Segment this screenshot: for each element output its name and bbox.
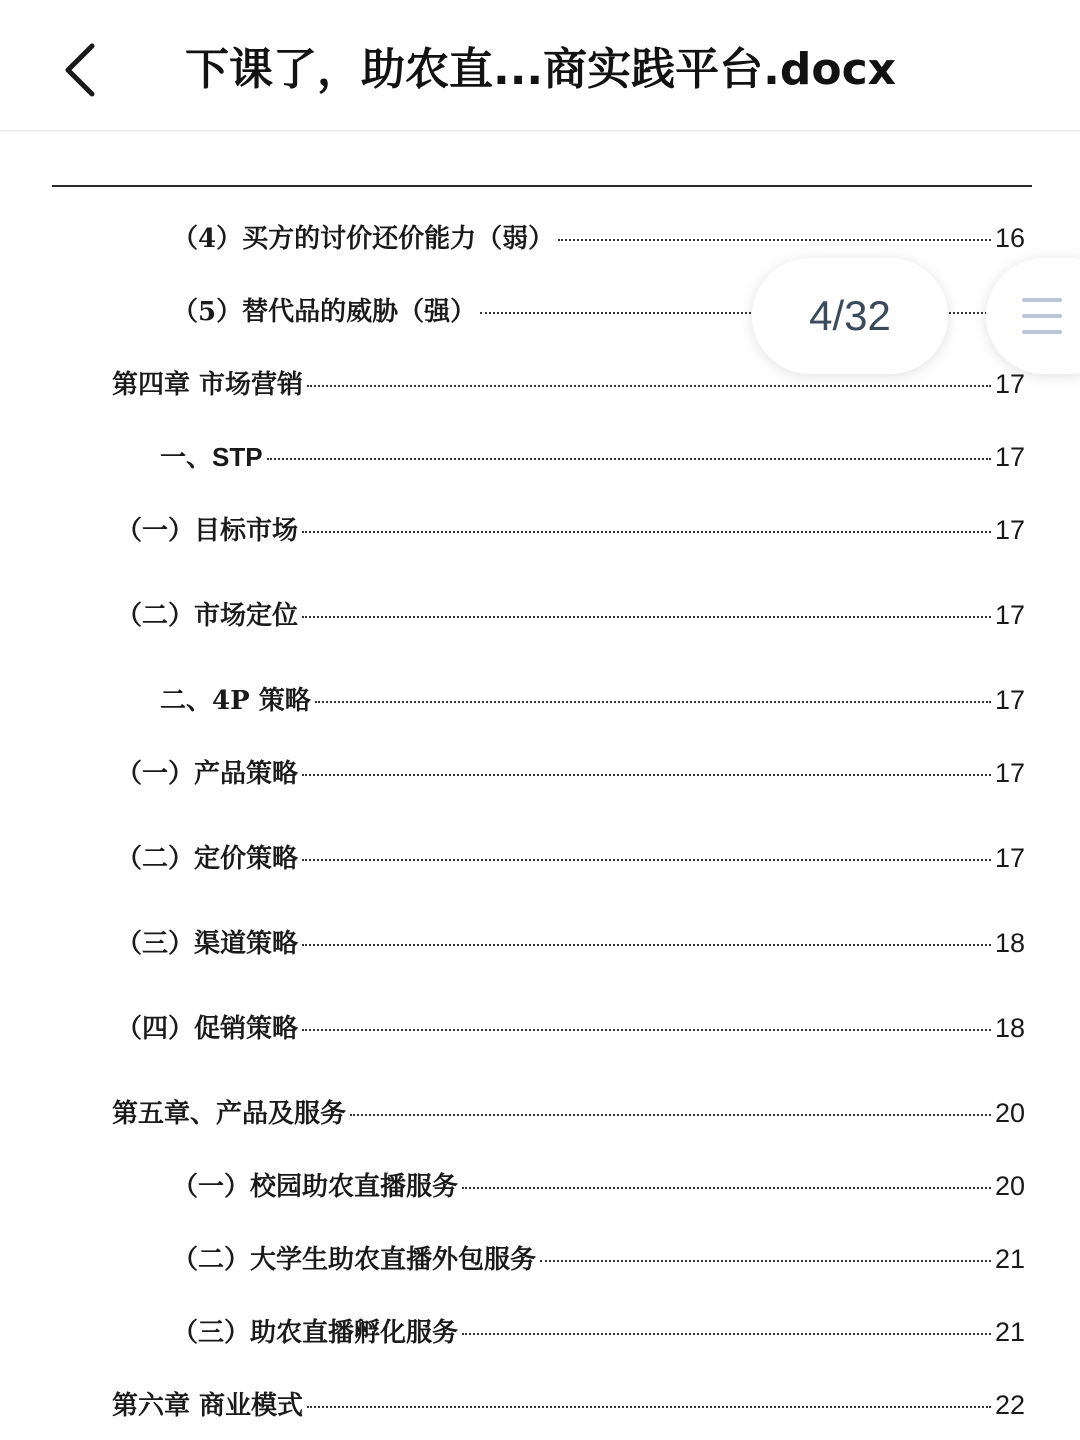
back-button[interactable] <box>48 30 112 110</box>
toc-page-number: 17 <box>994 685 1025 715</box>
toc-entry-label: 第六章 商业模式 <box>112 1391 304 1421</box>
toc-entry[interactable] <box>160 680 1025 720</box>
toc-entry[interactable] <box>116 753 1025 793</box>
toc-entry-label: （三）渠道策略 <box>116 929 299 959</box>
toc-leader <box>307 385 991 387</box>
toc-leader <box>302 944 991 946</box>
toc-page-number: 17 <box>994 515 1025 545</box>
toc-entry-label: （三）助农直播孵化服务 <box>172 1318 459 1348</box>
toc-page-number: 22 <box>994 1390 1025 1420</box>
toc-entry[interactable] <box>116 510 1025 550</box>
toc-entry-label: （二）市场定位 <box>116 601 299 631</box>
toc-leader <box>302 859 991 861</box>
toc-entry[interactable] <box>112 1385 1025 1425</box>
toc-entry-label: （二）大学生助农直播外包服务 <box>172 1245 537 1275</box>
toc-entry[interactable] <box>116 1008 1025 1048</box>
toc-entry[interactable] <box>160 437 1025 477</box>
toc-leader <box>302 531 991 533</box>
toc-entry-label: （一）产品策略 <box>116 759 299 789</box>
toc-leader <box>350 1114 991 1116</box>
toc-entry[interactable] <box>116 838 1025 878</box>
toc-entry-label: （4）买方的讨价还价能力（弱） <box>172 224 555 254</box>
menu-icon <box>1022 298 1062 346</box>
toc-entry-label: （四）促销策略 <box>116 1014 299 1044</box>
toc-page-number: 18 <box>994 1013 1025 1043</box>
top-bar <box>0 0 1080 132</box>
toc-leader <box>462 1333 991 1335</box>
toc-leader <box>302 1029 991 1031</box>
toc-entry[interactable] <box>116 923 1025 963</box>
toc-entry-label: （一）校园助农直播服务 <box>172 1172 459 1202</box>
toc-entry-label: （5）替代品的威胁（强） <box>172 297 477 327</box>
toc-entry[interactable] <box>116 595 1025 635</box>
toc-page-number: 18 <box>994 928 1025 958</box>
toc-entry-label: 二、4P 策略 <box>160 686 311 716</box>
toc-page-number: 17 <box>994 600 1025 630</box>
menu-button[interactable] <box>986 258 1080 374</box>
document-title: 下课了，助农直...商实践平台.docx <box>185 44 897 95</box>
toc-page-number: 16 <box>994 223 1025 253</box>
toc-leader <box>540 1260 991 1262</box>
toc-entry[interactable] <box>172 1239 1025 1279</box>
toc-entry-label: 第四章 市场营销 <box>112 370 304 400</box>
toc-leader <box>302 774 991 776</box>
toc-page-number: 17 <box>994 843 1025 873</box>
page-indicator-text: 4/32 <box>809 292 891 339</box>
toc-page-number: 17 <box>994 758 1025 788</box>
toc-leader <box>307 1406 991 1408</box>
toc-entry-label: 一、STP <box>160 442 263 472</box>
toc-leader <box>462 1187 991 1189</box>
toc-entry[interactable] <box>172 1166 1025 1206</box>
page-indicator[interactable] <box>752 258 948 374</box>
toc-entry[interactable] <box>172 218 1025 258</box>
toc-leader <box>302 616 991 618</box>
toc-leader <box>558 239 991 241</box>
page-divider <box>52 185 1032 187</box>
toc-leader <box>267 458 991 460</box>
toc-page-number: 21 <box>994 1317 1025 1347</box>
toc-page-number: 20 <box>994 1171 1025 1201</box>
toc-page-number: 17 <box>994 442 1025 472</box>
toc-page-number: 21 <box>994 1244 1025 1274</box>
toc-entry-label: 第五章、产品及服务 <box>112 1099 347 1129</box>
toc-page-number: 17 <box>994 369 1025 399</box>
toc-entry[interactable] <box>172 1312 1025 1352</box>
chevron-left-icon <box>60 40 100 100</box>
toc-leader <box>315 701 991 703</box>
toc-entry-label: （二）定价策略 <box>116 844 299 874</box>
toc-entry-label: （一）目标市场 <box>116 516 299 546</box>
toc-page-number: 20 <box>994 1098 1025 1128</box>
toc-entry[interactable] <box>112 1093 1025 1133</box>
